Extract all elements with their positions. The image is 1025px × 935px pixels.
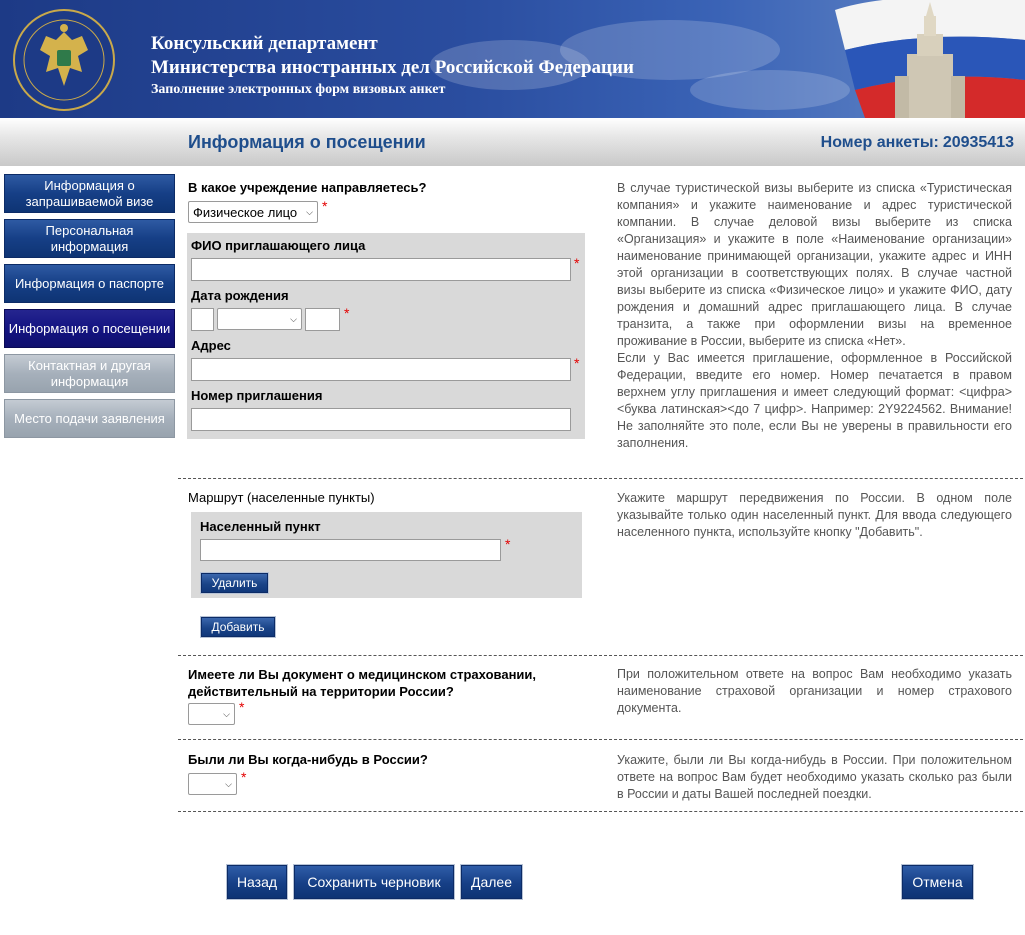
required-mark: * <box>505 536 511 552</box>
address-input[interactable] <box>191 358 571 381</box>
insurance-help: При положительном ответе на вопрос Вам необходимо указать наименование страховой организации и номер страхового документа. <box>617 667 1012 715</box>
dob-year-input[interactable] <box>305 308 340 331</box>
sidebar-item-label: Персональная информация <box>45 222 134 254</box>
institution-question: В какое учреждение направляетесь? <box>188 180 427 195</box>
institution-help-p2: Если у Вас имеется приглашение, оформленное в Российской Федерации, введите его номер. Номер печатается в правом верхнем углу приглашения и имеет следующий формат: <цифра><буква латинская><до 7 цифр>. Например: 2Y9224562. Внимание! Не заполняйте это поле, если Вы не уверены в правильности его заполнения. <box>617 351 1012 450</box>
banner-line-2: Министерства иностранных дел Российской Федерации <box>151 57 634 78</box>
required-mark: * <box>344 305 350 321</box>
required-mark: * <box>239 699 245 715</box>
sidebar-item-visit-info[interactable] <box>4 309 175 348</box>
header-banner <box>0 0 1025 118</box>
application-number <box>817 134 1014 152</box>
insurance-question-line-1: Имеете ли Вы документ о медицинском страховании, <box>188 667 537 682</box>
required-mark: * <box>574 355 580 371</box>
route-help: Укажите маршрут передвижения по России. В одном поле указывайте только один населенный пункт. Для ввода следующего населенного пункта, используйте кнопку "Добавить". <box>617 491 1012 539</box>
application-number-value: 20935413 <box>942 134 1014 151</box>
sidebar-item-label: Информация о запрашиваемой визе <box>25 177 154 209</box>
insurance-question-line-2: действительный на территории России? <box>188 684 454 699</box>
chevron-down-icon: ⌵ <box>290 313 297 324</box>
address-label: Адрес <box>191 338 231 353</box>
inviter-name-label: ФИО приглашающего лица <box>191 238 366 253</box>
institution-help <box>617 180 1012 452</box>
required-mark: * <box>322 198 328 214</box>
sidebar-item-contact-info[interactable] <box>4 354 175 393</box>
sidebar-item-label: Место подачи заявления <box>14 410 165 426</box>
locality-input[interactable] <box>200 539 501 561</box>
institution-help-p1: В случае туристической визы выберите из списка «Туристическая компания» и укажите наименование и адрес туристической компании. В случае деловой визы выберите из списка «Организация» и укажите в поле «Наименование организации» наименование принимающей организации, укажите адрес и ИНН этой организации в соответствующих полях. В случае частной визы выберите из списка «Физическое лицо» и укажите ФИО, дату рождения и домашний адрес приглашающего лица. В случае транзита, а также при оформлении визы на временное проживание в России, выберите из списка «Нет». <box>617 181 1012 348</box>
add-locality-button[interactable]: Добавить <box>201 617 275 637</box>
divider <box>178 739 1023 740</box>
cancel-button[interactable]: Отмена <box>902 865 973 899</box>
chevron-down-icon: ⌵ <box>306 206 313 217</box>
sidebar-item-label: Контактная и другая информация <box>28 357 151 389</box>
dob-label: Дата рождения <box>191 288 289 303</box>
locality-label: Населенный пункт <box>200 519 321 534</box>
sidebar-item-visa-info[interactable] <box>4 174 175 213</box>
invitation-number-label: Номер приглашения <box>191 388 323 403</box>
banner-titles <box>151 32 634 100</box>
save-draft-button[interactable]: Сохранить черновик <box>294 865 454 899</box>
flag-building-icon <box>835 0 1025 118</box>
next-button[interactable]: Далее <box>461 865 522 899</box>
route-title: Маршрут (населенные пункты) <box>188 490 375 505</box>
chevron-down-icon: ⌵ <box>223 708 230 719</box>
insurance-select[interactable] <box>188 703 235 725</box>
required-mark: * <box>574 255 580 271</box>
banner-cloud <box>690 70 850 110</box>
banner-line-3: Заполнение электронных форм визовых анкет <box>151 82 446 97</box>
sidebar-item-application-place[interactable] <box>4 399 175 438</box>
dob-month-select[interactable] <box>217 308 302 330</box>
divider <box>178 478 1023 479</box>
sidebar-item-label: Информация о посещении <box>8 320 171 336</box>
page-title: Информация о посещении <box>188 132 426 152</box>
delete-locality-button[interactable]: Удалить <box>201 573 268 593</box>
sidebar-item-label: Информация о паспорте <box>14 275 165 291</box>
sidebar-item-personal-info[interactable] <box>4 219 175 258</box>
consular-emblem-icon <box>10 6 118 114</box>
visited-help: Укажите, были ли Вы когда-нибудь в России. При положительном ответе на вопрос Вам будет необходимо указать сколько раз были в России и даты Вашей последней поездки. <box>617 753 1012 801</box>
back-button[interactable]: Назад <box>227 865 287 899</box>
visited-select[interactable] <box>188 773 237 795</box>
visited-question: Были ли Вы когда-нибудь в России? <box>188 752 428 767</box>
application-number-label: Номер анкеты: <box>820 134 939 151</box>
divider <box>178 655 1023 656</box>
insurance-question <box>188 666 536 700</box>
institution-select[interactable] <box>188 201 318 223</box>
dob-day-input[interactable] <box>191 308 214 331</box>
sidebar <box>4 174 175 444</box>
chevron-down-icon: ⌵ <box>225 778 232 789</box>
banner-line-1: Консульский департамент <box>151 33 378 54</box>
sidebar-item-passport-info[interactable] <box>4 264 175 303</box>
invitation-number-input[interactable] <box>191 408 571 431</box>
institution-select-value: Физическое лицо <box>193 204 298 220</box>
required-mark: * <box>241 769 247 785</box>
inviter-name-input[interactable] <box>191 258 571 281</box>
divider <box>178 811 1023 812</box>
